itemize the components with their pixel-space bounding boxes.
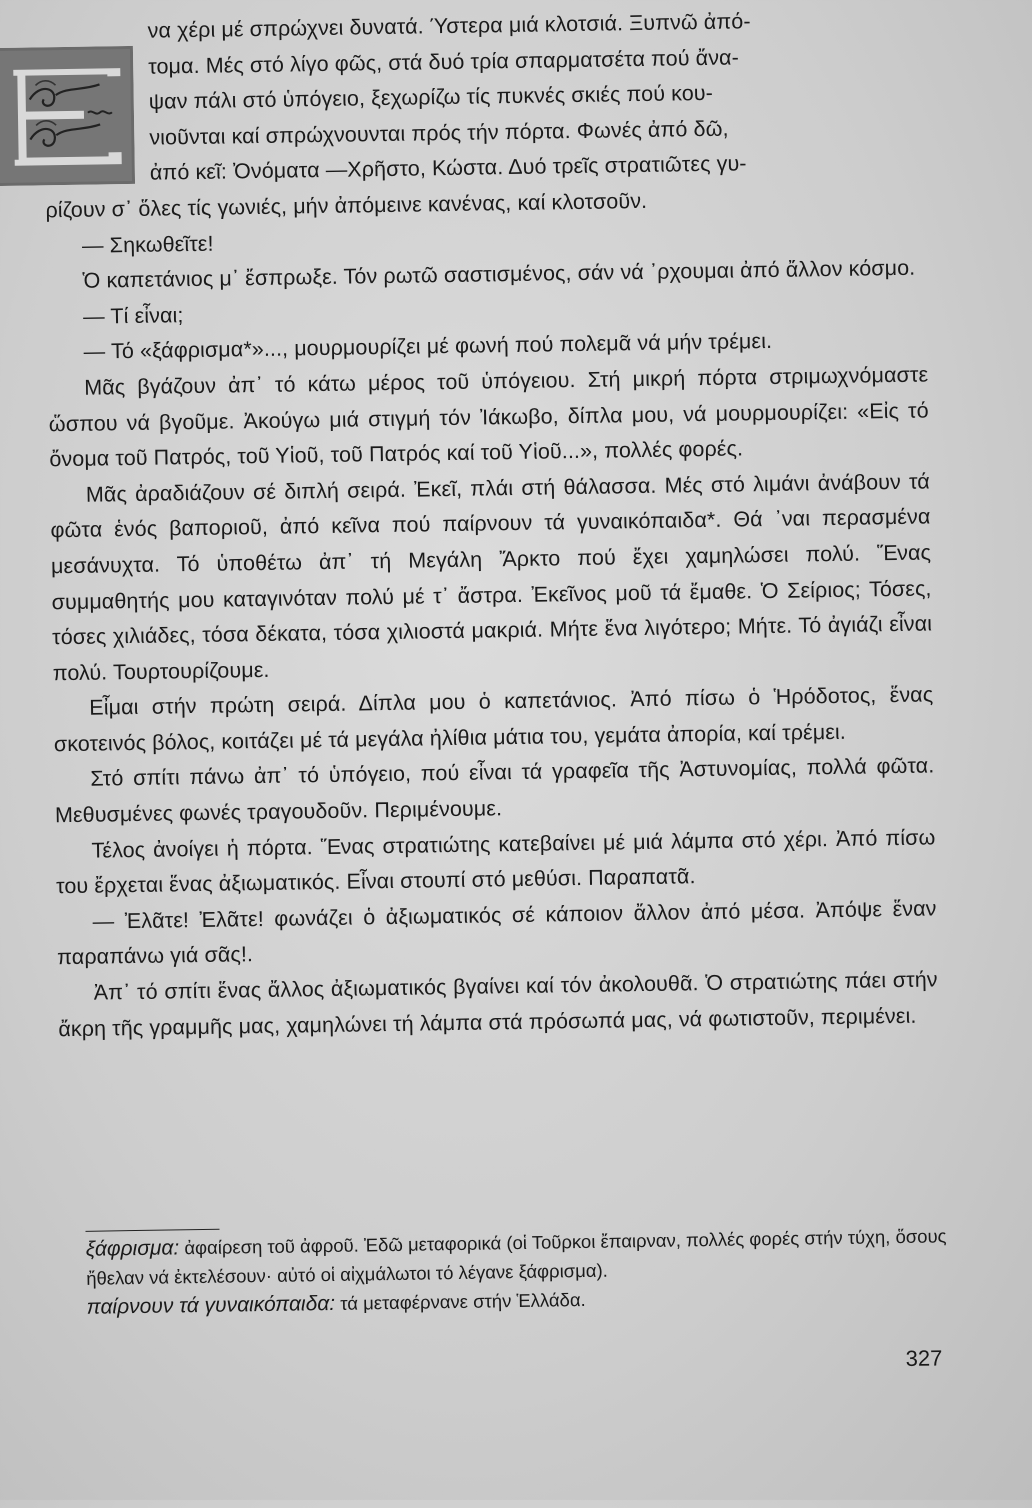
paragraph: Εἶμαι στήν πρώτη σειρά. Δίπλα μου ὁ καπετάνιος. Ἀπό πίσω ὁ Ἡρόδοτος, ἕνας σκοτεινός βόλος, κοιτάζει μέ τά μεγάλα ἠλίθια μάτια του, γεμάτα ἀπορία, καί τρέμει.: [53, 682, 934, 757]
paragraph: — Ἐλᾶτε! Ἐλᾶτε! φωνάζει ὁ ἀξιωματικός σέ κάποιον ἄλλον ἀπό μέσα. Ἀπόψε ἕναν παραπάνω γιά σᾶς!.: [57, 896, 937, 970]
cap-line: τομα. Μές στό λίγο φῶς, στά δυό τρία σπαρματσέτα πού ἄνα-: [148, 45, 740, 79]
footnote-term: παίρνουν τά γυναικόπαιδα:: [86, 1291, 336, 1319]
paragraph: Ἀπ᾽ τό σπίτι ἕνας ἄλλος ἀξιωματικός βγαίνει καί τόν ἀκολουθᾶ. Ὁ στρατιώτης πάει στήν ἄκρη τῆς γραμμῆς μας, χαμηλώνει τή λάμπα στά πρόσωπά μας, νά φωτιστοῦν, περιμένει.: [58, 967, 938, 1041]
paragraph: Μᾶς βγάζουν ἀπ᾽ τό κάτω μέρος τοῦ ὑπόγειου. Στή μικρή πόρτα στριμωχνόμαστε ὥσπου νά βγοῦμε. Ἀκούγω μιά στιγμή τόν Ἰάκωβο, δίπλα μου, νά μουρμουρίζει: «Εἰς τό ὄνομα τοῦ Πατρός, τοῦ Υἱοῦ, τοῦ Πατρός καί τοῦ Υἱοῦ...», πολλές φορές.: [48, 362, 929, 472]
paragraph: — Τί εἶναι;: [82, 302, 184, 329]
paragraph: Στό σπίτι πάνω ἀπ᾽ τό ὑπόγειο, πού εἶναι τά γραφεῖα τῆς Ἀστυνομίας, πολλά φῶτα. Μεθυσμένες φωνές τραγουδοῦν. Περιμένουμε.: [54, 753, 935, 828]
opening-paragraph: [42, 2, 925, 229]
cap-line: ψαν πάλι στό ὑπόγειο, ξεχωρίζω τίς πυκνές σκιές πού κου-: [148, 81, 714, 114]
page-number: 327: [905, 1345, 943, 1371]
footnote-term: ξάφρισμα:: [85, 1236, 180, 1261]
main-text: [42, 2, 938, 1048]
footnote-text: τά μεταφέρνανε στήν Ἑλλάδα.: [340, 1288, 586, 1314]
paragraph: — Σηκωθεῖτε!: [81, 231, 214, 258]
cap-line: ἀπό κεῖ: Ὀνόματα —Χρῆστο, Κώστα. Δυό τρεῖς στρατιῶτες γυ-: [149, 151, 747, 186]
paragraph: Μᾶς ἀραδιάζουν σέ διπλή σειρά. Ἐκεῖ, πλάι στή θάλασσα. Μές στό λιμάνι ἀνάβουν τά φῶτα ἑνός βαποριοῦ, ἀπό κεῖνα πού παίρνουν τά γυναικόπαιδα*. Θά ᾽ναι περασμένα μεσάνυχτα. Τό ὑποθέτω ἀπ᾽ τή Μεγάλη Ἄρκτο πού ἔχει χαμηλώσει πολύ. Ἕνας συμμαθητής μου καταγινόταν πολύ μέ τ᾽ ἄστρα. Ἐκεῖνος μοῦ τά ἔμαθε. Ὁ Σείριος; Τόσες, τόσες χιλιάδες, τόσα δέκατα, τόσα χιλιοστά μακριά. Μήτε ἕνα λιγότερο; Μήτε. Τό ἀγιάζι εἶναι πολύ. Τουρτουρίζουμε.: [50, 469, 933, 685]
footnotes: [86, 1221, 957, 1322]
footnote-rule: [85, 1229, 219, 1232]
paragraph: Ὁ καπετάνιος μ᾽ ἔσπρωξε. Τόν ρωτῶ σαστισμένος, σάν νά ᾽ρχουμαι ἀπό ἄλλον κόσμο.: [82, 255, 916, 293]
cap-line: νιοῦνται καί σπρώχνουνται πρός τήν πόρτα. Φωνές ἀπό δῶ,: [149, 116, 729, 150]
paragraph: Τέλος ἀνοίγει ἡ πόρτα. Ἕνας στρατιώτης κατεβαίνει μέ μιά λάμπα στό χέρι. Ἀπό πίσω του ἔρχεται ἕνας ἀξιωματικός. Εἶναι στουπί στό μεθύσι. Παραπατᾶ.: [55, 825, 936, 899]
cap-tail: ρίζουν σ᾽ ὅλες τίς γωνιές, μήν ἀπόμεινε κανένας, καί κλοτσοῦν.: [45, 188, 648, 223]
footnote-text: ἀφαίρεση τοῦ ἀφροῦ. Ἐδῶ μεταφορικά (οἱ Τοῦρκοι ἔπαιρναν, πολλές φορές στήν τύχη, ὅσους ἤθελαν νά ἐκτελέσουν· αὐτό οἱ αἰχμάλωτοι τό λέγανε ξάφρισμα).: [86, 1225, 947, 1289]
paragraph: — Τό «ξάφρισμα*»..., μουρμουρίζει μέ φωνή πού πολεμᾶ νά μήν τρέμει.: [83, 329, 773, 365]
cap-line: να χέρι μέ σπρώχνει δυνατά. Ύστερα μιά κλοτσιά. Ξυπνῶ ἀπό-: [147, 9, 751, 43]
